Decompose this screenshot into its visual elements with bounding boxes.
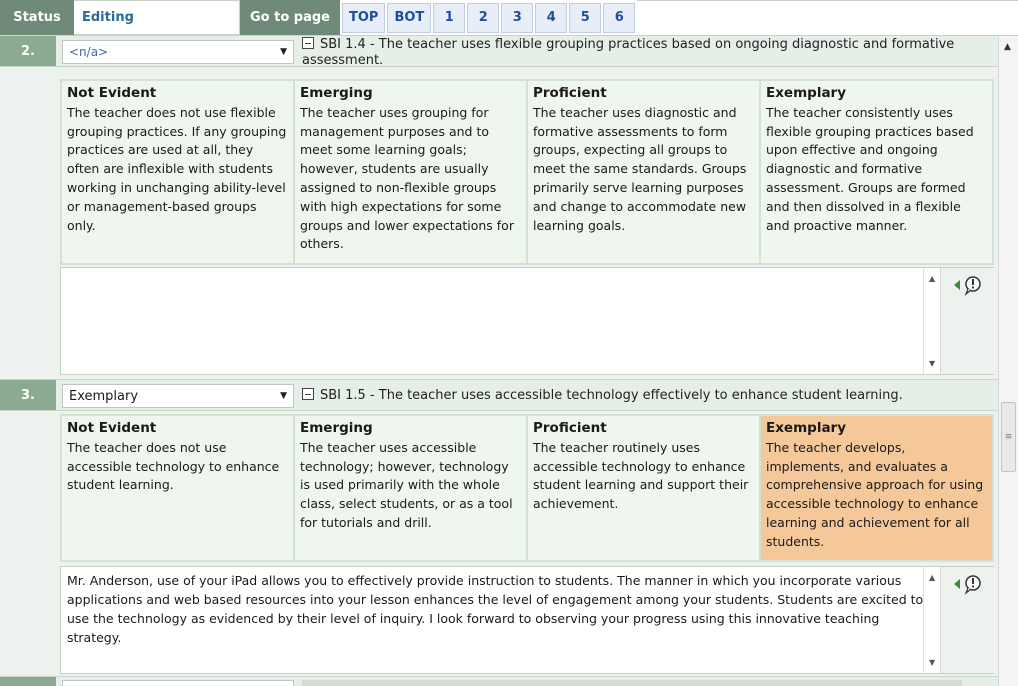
level-descriptor: The teacher does not use flexible grouping practices. If any grouping practices are used at all, they often are inflexible with students working in unchanging ability-level or management-based groups only. [67, 104, 287, 233]
textarea-scrollbar[interactable] [923, 268, 941, 374]
speaker-alert-icon[interactable] [951, 274, 987, 296]
level-heading: Not Evident [67, 85, 157, 101]
level-heading: Not Evident [67, 420, 157, 436]
standard-text: SBI 1.5 - The teacher uses accessible technology effectively to enhance student learning. [320, 388, 903, 403]
next-item-header [0, 676, 998, 686]
speaker-alert-icon[interactable] [951, 573, 987, 595]
level-heading: Proficient [533, 420, 607, 436]
level-heading: Exemplary [766, 420, 847, 436]
collapse-icon[interactable] [302, 388, 314, 400]
standard-description [302, 388, 982, 404]
goto-page-label: Go to page [240, 0, 340, 35]
item-header [0, 379, 998, 411]
rubric-table [60, 414, 994, 562]
collapse-icon[interactable] [302, 37, 314, 49]
rating-value: Exemplary [69, 388, 139, 404]
textarea-scrollbar[interactable] [923, 567, 941, 673]
rubric-cell-proficient[interactable] [528, 416, 759, 560]
standard-text: SBI 1.4 - The teacher uses flexible grouping practices based on ongoing diagnostic and formative assessment. [302, 37, 955, 68]
item-number: 3. [0, 380, 56, 410]
rubric-cell-not-evident[interactable] [62, 81, 293, 263]
level-descriptor: The teacher uses grouping for management purposes and to meet some learning goals; however, students are usually assigned to non-flexible groups with high expectations for some groups and lower expectations for others. [300, 104, 514, 252]
dropdown-arrow-icon: ▼ [280, 391, 287, 401]
scroll-up-icon[interactable]: ▲ [929, 573, 936, 582]
rubric-cell-exemplary[interactable] [761, 81, 992, 263]
comment-textarea[interactable] [61, 268, 941, 374]
page-scrollbar[interactable] [998, 36, 1018, 686]
level-descriptor: The teacher consistently uses flexible grouping practices based upon effective and ongoing diagnostic and formative assessment. Groups are formed and then dissolved in a flexible and proactive manner. [766, 104, 974, 233]
item-number: 2. [0, 36, 56, 66]
level-heading: Exemplary [766, 85, 847, 101]
level-descriptor: The teacher develops, implements, and evaluates a comprehensive approach for using accessible technology to enhance learning and achievement for all students. [766, 439, 984, 549]
page-links [340, 0, 637, 35]
comment-textarea[interactable]: Mr. Anderson, use of your iPad allows you to effectively provide instruction to students. The manner in which you incorporate various applications and web based resources into your lesson enhances the level of engagement among your students. Students are excited to use the technology as evidenced by their level of inquiry. I look forward to observing your progress using this innovative teaching strategy. [61, 567, 941, 673]
scroll-down-icon[interactable]: ▼ [929, 359, 936, 368]
level-heading: Emerging [300, 420, 373, 436]
rubric-cell-not-evident[interactable] [62, 416, 293, 560]
status-value: Editing [74, 0, 240, 35]
level-descriptor: The teacher uses accessible technology; however, technology is used primarily with the whole class, select students, or as a tool for tutorials and drill. [300, 439, 513, 530]
scroll-up-icon[interactable]: ▲ [929, 274, 936, 283]
rubric-cell-emerging[interactable] [295, 416, 526, 560]
rubric-cell-emerging[interactable] [295, 81, 526, 263]
scrollbar-thumb[interactable]: ≡ [1001, 402, 1016, 472]
evaluation-content [0, 36, 998, 686]
status-label: Status [0, 0, 74, 35]
standard-description [302, 37, 982, 69]
page-link-3[interactable]: 3 [501, 3, 533, 33]
page-link-2[interactable]: 2 [467, 3, 499, 33]
scroll-up-icon[interactable]: ▲ [1004, 42, 1011, 52]
comment-area [60, 267, 994, 375]
level-heading: Emerging [300, 85, 373, 101]
page-link-5[interactable]: 5 [569, 3, 601, 33]
level-descriptor: The teacher does not use accessible technology to enhance student learning. [67, 439, 280, 493]
top-nav-bar [0, 0, 1018, 36]
page-link-6[interactable]: 6 [603, 3, 635, 33]
page-link-1[interactable]: 1 [433, 3, 465, 33]
page-link-top[interactable]: TOP [342, 3, 385, 33]
dropdown-arrow-icon: ▼ [280, 47, 287, 57]
comment-area [60, 566, 994, 674]
scroll-down-icon[interactable]: ▼ [929, 658, 936, 667]
rubric-cell-proficient[interactable] [528, 81, 759, 263]
rating-dropdown[interactable] [62, 680, 294, 686]
level-descriptor: The teacher uses diagnostic and formative assessments to form groups, expecting all groups to meet the same standards. Groups primarily serve learning purposes and change to accommodate new learning goals. [533, 104, 747, 233]
item-header [0, 36, 998, 67]
rubric-cell-exemplary-selected[interactable] [761, 416, 992, 560]
rating-dropdown[interactable] [62, 40, 294, 64]
level-heading: Proficient [533, 85, 607, 101]
rating-dropdown[interactable] [62, 384, 294, 408]
level-descriptor: The teacher routinely uses accessible technology to enhance student learning and support their achievement. [533, 439, 749, 512]
page-link-4[interactable]: 4 [535, 3, 567, 33]
rubric-table [60, 79, 994, 265]
page-link-bot[interactable]: BOT [387, 3, 431, 33]
rating-value: <n/a> [69, 45, 109, 59]
